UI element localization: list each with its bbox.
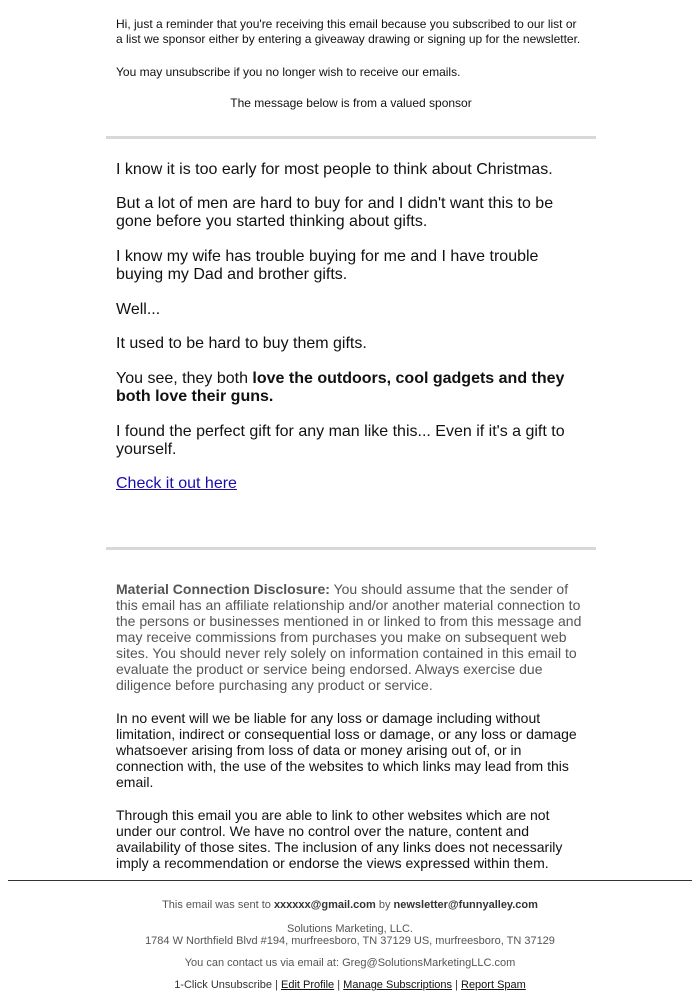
message-paragraph-6	[116, 370, 586, 406]
sent-to-line	[0, 899, 700, 911]
divider-top	[106, 136, 596, 139]
sent-prefix: This email was sent to	[162, 899, 274, 911]
message-paragraph-7: I found the perfect gift for any man like this... Even if it's a gift to yourself.	[116, 423, 565, 458]
company-address: 1784 W Northfield Blvd #194, murfreesboro, TN 37129 US, murfreesboro, TN 37129	[145, 935, 555, 947]
message-paragraph-6-bold: love the outdoors, cool gadgets and they both love their guns.	[116, 370, 565, 405]
message-paragraph-2: But a lot of men are hard to buy for and I didn't want this to be gone before you started thinking about gifts.	[116, 195, 554, 230]
disclosure-title: Material Connection Disclosure:	[116, 581, 330, 597]
message-paragraph-6-prefix: You see, they both	[116, 370, 253, 387]
sponsor-note: The message below is from a valued sponsor	[230, 96, 472, 110]
report-spam-link[interactable]: Report Spam	[461, 979, 526, 991]
by-text: by	[375, 899, 394, 911]
message-paragraph-3: I know my wife has trouble buying for me and I have trouble buying my Dad and brother gifts.	[116, 248, 539, 283]
separator: |	[452, 979, 461, 991]
message-paragraph-1: I know it is too early for most people to think about Christmas.	[116, 161, 553, 178]
external-links-disclaimer: Through this email you are able to link to other websites which are not under our control. We have no control over the nature, content and availability of those sites. The inclusion of any links does not necessarily imply a recommendation or endorse the views expressed within them.	[116, 807, 563, 871]
message-paragraph-5: It used to be hard to buy them gifts.	[116, 335, 367, 352]
contact-line: You can contact us via email at: Greg@SolutionsMarketingLLC.com	[184, 957, 516, 969]
sender-email: newsletter@funnyalley.com	[393, 899, 538, 911]
message-paragraph-4: Well...	[116, 301, 161, 318]
divider-middle	[106, 547, 596, 550]
material-connection-disclosure	[116, 581, 586, 693]
separator: |	[272, 979, 281, 991]
unsubscribe-note: You may unsubscribe if you no longer wish to receive our emails.	[116, 65, 461, 79]
edit-profile-link[interactable]: Edit Profile	[280, 979, 335, 991]
one-click-unsubscribe[interactable]: 1-Click Unsubscribe	[174, 979, 272, 991]
disclosure-body: You should assume that the sender of this email has an affiliate relationship and/or another material connection to the persons or businesses mentioned in or linked to from this message and may receive commissions from purchases you make on subsequent web sites. You should never rely solely on information contained in this email to evaluate the product or service being endorsed. Always exercise due diligence before purchasing any product or service.	[116, 581, 582, 693]
cta-container	[116, 475, 586, 493]
subscription-reminder: Hi, just a reminder that you're receiving this email because you subscribed to our list or a list we sponsor either by entering a giveaway drawing or signing up for the newsletter.	[116, 17, 581, 46]
recipient-email: xxxxxx@gmail.com	[273, 899, 376, 911]
company-name: Solutions Marketing, LLC.	[287, 923, 413, 935]
manage-subscriptions-link[interactable]: Manage Subscriptions	[343, 979, 453, 991]
check-it-out-link[interactable]: Check it out here	[116, 475, 237, 492]
liability-disclaimer: In no event will we be liable for any loss or damage including without limitation, indirect or consequential loss or damage, or any loss or damage whatsoever arising from loss of data or money arising out of, or in connection with, the use of the websites to which links may lead from this email.	[116, 710, 577, 790]
footer-links	[0, 979, 700, 991]
footer-divider	[8, 880, 692, 881]
separator: |	[334, 979, 344, 991]
